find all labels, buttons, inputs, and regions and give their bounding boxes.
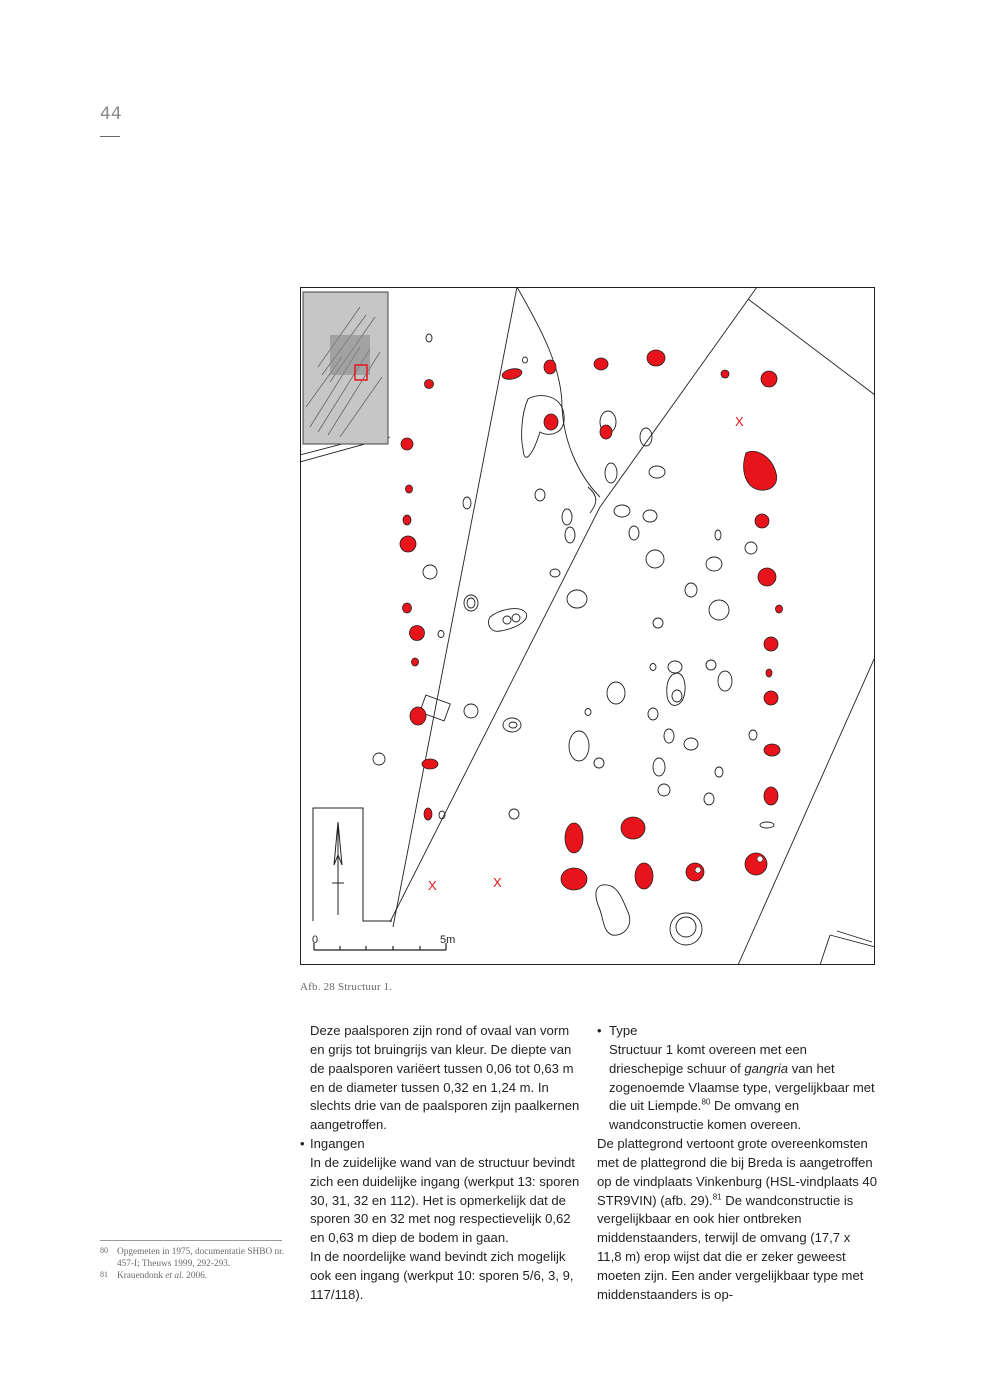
paragraph: In de noordelijke wand bevindt zich mogelijk ook een ingang (werkput 10: sporen 5/6, 3, 9, 117/118).: [310, 1249, 574, 1302]
inset-location-map: [303, 292, 388, 444]
footnote-text: 2006.: [183, 1271, 208, 1281]
figure-caption: Afb. 28 Structuur 1.: [300, 981, 393, 993]
paragraph: In de zuidelijke wand van de structuur bevindt zich een duidelijke ingang (werkput 13: sporen 30, 31, 32 en 112). Het is opmerkelijk dat de sporen 30 en 32 met nog respectievelijk 0,62 en 0,63 m diep de bodem in gaan.: [310, 1154, 580, 1246]
marker-x: X: [428, 878, 437, 893]
footnote-number: 80: [100, 1246, 108, 1255]
bullet: •: [597, 1023, 602, 1038]
section-heading-type: [597, 1022, 877, 1041]
heading-text: Ingangen: [310, 1136, 365, 1152]
marker-x: X: [735, 414, 744, 429]
site-plan-map: [300, 287, 875, 965]
marker-x: X: [493, 875, 502, 890]
text-run: van het zogenoemde Vlaamse type, vergelijkbaar met die uit Liempde.: [609, 1060, 875, 1114]
footnote-rule: [100, 1240, 282, 1241]
scale-label-end: 5m: [440, 934, 456, 946]
footnote-number: 81: [100, 1270, 108, 1279]
section-heading-entrances: [300, 1135, 580, 1154]
paragraph: Deze paalsporen zijn rond of ovaal van vorm en grijs tot bruingrijs van kleur. De diepte van de paalsporen variëert tussen 0,06 tot 0,63 m en de diameter tussen 0,32 en 1,24 m. In slechts drie van de paalsporen zijn paalkernen aangetroffen.: [310, 1023, 580, 1133]
footnote-text: Opgemeten in 1975, documentatie SHBO nr. 457-I; Theuws 1999, 292-293.: [117, 1247, 285, 1269]
site-plan-figure: [300, 287, 875, 965]
bullet: •: [300, 1136, 305, 1152]
footnote-ref: 81: [712, 1192, 722, 1202]
heading-text: Type: [609, 1023, 638, 1038]
footnote: [100, 1270, 290, 1282]
scale-label-start: 0: [312, 934, 319, 946]
paragraph: [597, 1041, 877, 1135]
footnote: [100, 1246, 290, 1270]
text-run: De omvang en wandconstructie komen overeen.: [609, 1098, 802, 1133]
paragraph: [597, 1135, 877, 1305]
text-column-right: [597, 1022, 877, 1305]
page-number: 44: [100, 104, 122, 124]
text-run: De wandconstructie is vergelijkbaar en ook hier ontbreken middenstaanders, terwijl de omvang (17,7 x 11,8 m) erop wijst dat die er zeker geweest moeten zijn. Een ander vergelijkbaar type met middenstaanders is op-: [597, 1192, 864, 1302]
footnote-text: Krauendonk: [117, 1271, 166, 1281]
footnote-ref: 80: [701, 1098, 711, 1108]
text-run: Structuur 1 komt overeen met een drieschepige schuur of: [609, 1041, 807, 1076]
footnotes: [100, 1246, 290, 1282]
page-number-rule: [100, 136, 120, 137]
text-column-left: [300, 1022, 580, 1305]
footnote-text-italic: et al.: [165, 1271, 184, 1281]
text-run: De plattegrond vertoont grote overeenkomsten met de plattegrond die bij Breda is aangetroffen op de vindplaats Vinkenburg (HSL-vindplaats 40 STR9VIN) (afb. 29).: [597, 1136, 878, 1208]
text-run-italic: gangria: [744, 1060, 789, 1076]
